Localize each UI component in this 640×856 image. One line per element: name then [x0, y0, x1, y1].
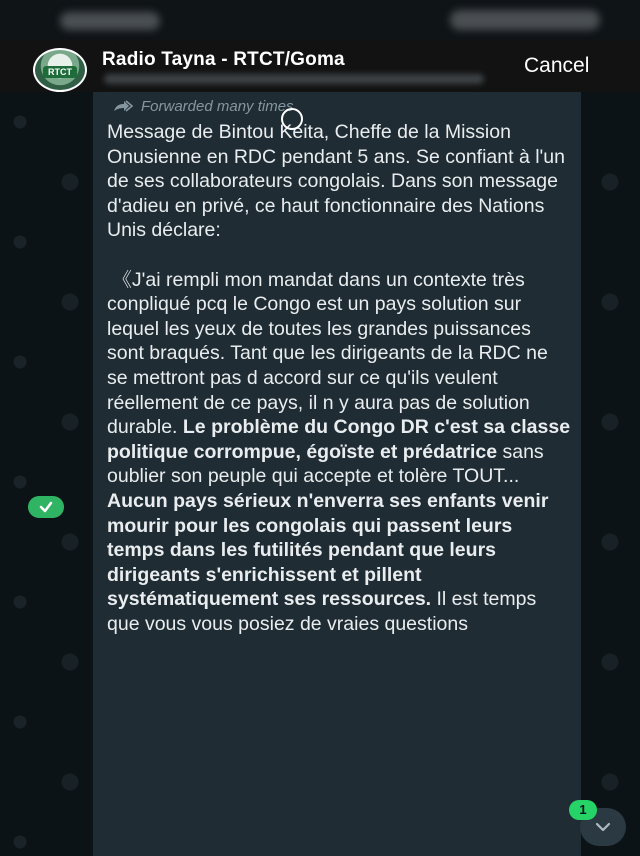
chevron-down-icon — [595, 821, 611, 833]
blurred-status-right — [450, 10, 600, 30]
forwarded-indicator — [113, 98, 294, 116]
chat-area[interactable] — [0, 92, 640, 856]
message-segment: Il est temps que vous vous posiez de vraies questions — [107, 588, 537, 635]
blurred-status-left — [60, 12, 160, 30]
select-checkbox[interactable] — [28, 496, 64, 518]
blurred-participants — [104, 74, 484, 84]
message-segment: Message de Bintou Keita, Cheffe de la Mission Onusienne en RDC pendant 5 ans. Se confiant à l'un de ses collaborateurs congolais. Dans son message d'adieu en privé, ce haut fonctionnaire des Nations Unis déclare: — [107, 121, 565, 242]
chat-header — [0, 40, 640, 92]
message-paragraph-intro — [107, 120, 572, 243]
message-text — [107, 120, 572, 636]
forwarded-label: Forwarded many times — [141, 98, 294, 115]
checkmark-icon — [39, 500, 53, 514]
forward-arrows-icon — [113, 99, 135, 116]
cancel-button[interactable]: Cancel — [524, 54, 590, 77]
avatar[interactable] — [33, 48, 87, 92]
status-bar — [0, 0, 640, 40]
chat-title[interactable]: Radio Tayna - RTCT/Goma — [102, 49, 345, 70]
unread-badge: 1 — [569, 800, 597, 820]
message-paragraph-quote — [107, 268, 572, 637]
message-segment-bold: Le problème du Congo DR c'est sa classe politique corrompue, égoïste et prédatrice — [107, 416, 571, 463]
avatar-logo-text: RTCT — [43, 66, 77, 78]
message-segment: 《J'ai rempli mon mandat dans un contexte très conpliqué pcq le Congo est un pays solution sur lequel les yeux de toutes les grandes puissances sont braqués. Tant que les dirigeants de la RDC ne se mettront pas d accord sur ce qu'ils veulent réellement de ce pays, il n y aura pas de solution durable. — [107, 268, 548, 439]
message-segment-bold: Aucun pays sérieux n'enverra ses enfants venir mourir pour les congolais qui passent leurs temps dans les futilités pendant que leurs dirigeants s'enrichissent et pillent systématiquement ses ressources. — [107, 489, 549, 611]
message-segment: sans oublier son peuple qui accepte et tolère TOUT... — [107, 440, 544, 488]
message-bubble[interactable] — [93, 92, 581, 856]
touch-cursor — [281, 108, 303, 130]
